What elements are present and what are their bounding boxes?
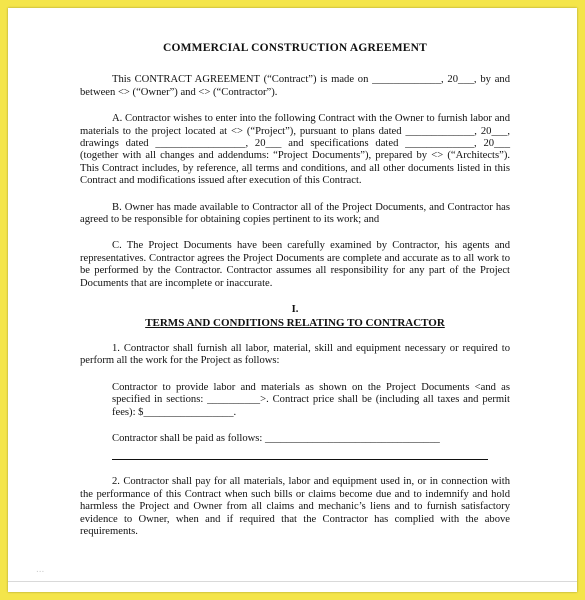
section-title: TERMS AND CONDITIONS RELATING TO CONTRACTOR xyxy=(145,316,445,329)
item-1-sub: Contractor to provide labor and materials as shown on the Project Documents <and as specified in sections: __________>. Contract price shall be (including all taxes and permit fees): $_________________. xyxy=(112,381,510,418)
section-number: I. xyxy=(291,304,299,316)
payment-blank-line xyxy=(112,447,488,460)
item-1-payment: Contractor shall be paid as follows: _________________________________ xyxy=(112,432,440,444)
intro-paragraph: This CONTRACT AGREEMENT (“Contract”) is made on _____________, 20___, by and between <> (“Owner”) and <> (“Contractor”). xyxy=(80,74,510,98)
document-body xyxy=(80,42,510,552)
document-page xyxy=(8,8,577,592)
recital-a: A. Contractor wishes to enter into the following Contract with the Owner to furnish labor and materials to the project located at <> (“Project”), pursuant to plans dated _____________, 20___, drawings dated _________________, 20___ and specifications dated _____________, 20___ (together with all changes and addendums: “Project Documents”), prepared by <> (“Architects”). This Contract includes, by reference, all terms and conditions, and all other documents listed in this Contract and modifications issued after execution of this Contract. xyxy=(80,113,510,187)
footer-divider xyxy=(8,581,577,582)
item-1: 1. Contractor shall furnish all labor, material, skill and equipment necessary or required to perform all the work for the Project as follows: xyxy=(80,342,510,367)
watermark-text: ... xyxy=(36,564,45,575)
item-2: 2. Contractor shall pay for all materials, labor and equipment used in, or in connection with the performance of this Contract when such bills or claims become due and to indemnify and hold harmless the Project and Owner from all claims and mechanic’s liens and to furnish satisfactory evidence to Owner, when and if required that the Contractor has complied with the above requirements. xyxy=(80,476,510,537)
recital-c: C. The Project Documents have been carefully examined by Contractor, his agents and representatives. Contractor agrees the Project Documents are complete and accurate as to all work to be performed by the Contractor. Contractor assumes all responsibility for any part of the Project Documents that are incomplete or inaccurate. xyxy=(80,240,510,289)
document-title: COMMERCIAL CONSTRUCTION AGREEMENT xyxy=(162,42,428,54)
recital-b: B. Owner has made available to Contractor all of the Project Documents, and Contractor has agreed to be responsible for obtaining copies pertinent to its work; and xyxy=(80,201,510,226)
